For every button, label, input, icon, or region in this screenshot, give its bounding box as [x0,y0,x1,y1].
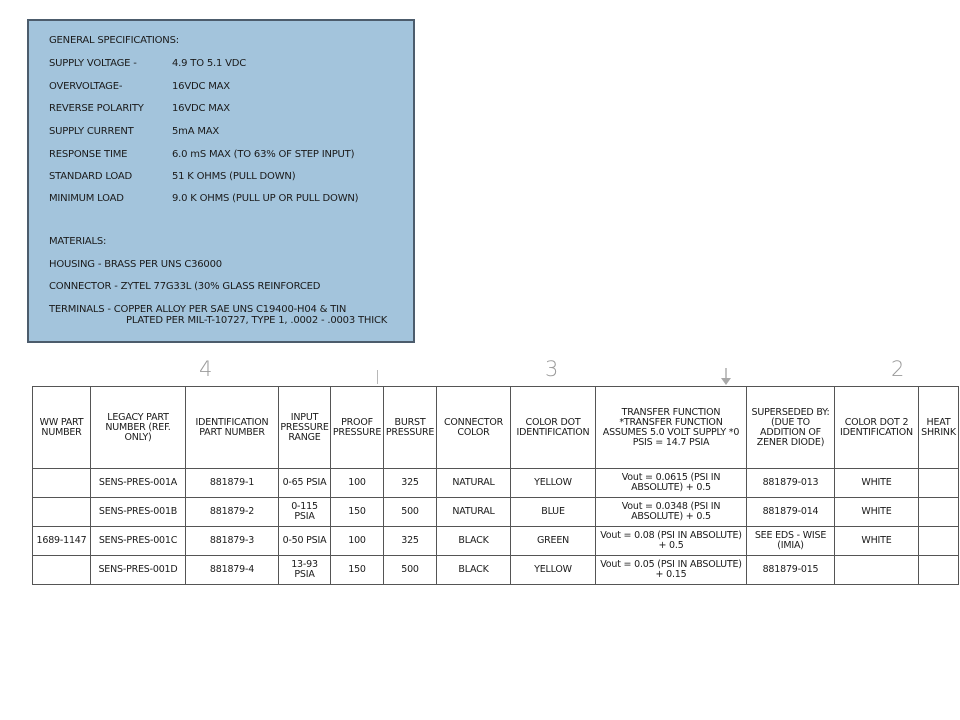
header-color-dot-2-identification: COLOR DOT 2 IDENTIFICATION [835,387,919,469]
table-cell: SENS-PRES-001C [91,527,186,556]
table-cell: WHITE [835,469,919,498]
table-cell [919,498,959,527]
spec-label: OVERVOLTAGE- [49,81,123,92]
zone-marker-4: 4 [199,357,213,381]
zone-marker-2: 2 [891,357,905,381]
table-cell: Vout = 0.05 (PSI IN ABSOLUTE) + 0.15 [596,556,747,585]
table-cell: 100 [331,469,384,498]
table-cell: 500 [384,556,437,585]
header-transfer-function: TRANSFER FUNCTION *TRANSFER FUNCTION ASSUMES 5.0 VOLT SUPPLY *0 PSIS = 14.7 PSIA [596,387,747,469]
table-cell: 500 [384,498,437,527]
table-cell: YELLOW [511,469,596,498]
table-cell: 881879-2 [186,498,279,527]
table-cell: 100 [331,527,384,556]
table-cell: NATURAL [437,469,511,498]
spec-value: 16VDC MAX [172,81,230,92]
part-number-table [32,386,959,585]
table-cell [919,556,959,585]
table-cell: 881879-1 [186,469,279,498]
table-cell [919,469,959,498]
table-cell: WHITE [835,498,919,527]
header-color-dot-identification: COLOR DOT IDENTIFICATION [511,387,596,469]
table-cell: WHITE [835,527,919,556]
header-legacy-part-number: LEGACY PART NUMBER (REF. ONLY) [91,387,186,469]
table-cell: BLACK [437,527,511,556]
table-cell: GREEN [511,527,596,556]
table-cell: 881879-014 [747,498,835,527]
table-cell: BLUE [511,498,596,527]
header-superseded-by: SUPERSEDED BY: (DUE TO ADDITION OF ZENER DIODE) [747,387,835,469]
table-cell: SENS-PRES-001A [91,469,186,498]
materials-heading: MATERIALS: [49,236,107,247]
table-cell: 325 [384,527,437,556]
header-connector-color: CONNECTOR COLOR [437,387,511,469]
spec-value: 6.0 mS MAX (TO 63% OF STEP INPUT) [172,149,355,160]
spec-label: RESPONSE TIME [49,149,128,160]
spec-label: STANDARD LOAD [49,171,133,182]
table-cell [33,556,91,585]
table-cell: 0-50 PSIA [279,527,331,556]
material-connector: CONNECTOR - ZYTEL 77G33L (30% GLASS REINFORCED [49,281,321,292]
table-cell [33,498,91,527]
table-cell: 881879-015 [747,556,835,585]
table-row [33,556,959,585]
material-terminals: TERMINALS - COPPER ALLOY PER SAE UNS C19400-H04 & TIN [49,304,347,315]
header-heat-shrink: HEAT SHRINK [919,387,959,469]
table-row [33,527,959,556]
table-cell: 0-115 PSIA [279,498,331,527]
spec-value: 16VDC MAX [172,103,230,114]
spec-value: 51 K OHMS (PULL DOWN) [172,171,296,182]
header-proof-pressure: PROOF PRESSURE [331,387,384,469]
table-cell: 881879-013 [747,469,835,498]
spec-value: 5mA MAX [172,126,220,137]
general-spec-heading: GENERAL SPECIFICATIONS: [49,35,179,46]
header-ww-part-number: WW PART NUMBER [33,387,91,469]
header-input-pressure-range: INPUT PRESSURE RANGE [279,387,331,469]
table-row [33,469,959,498]
table-cell [919,527,959,556]
table-row [33,498,959,527]
table-cell: Vout = 0.0615 (PSI IN ABSOLUTE) + 0.5 [596,469,747,498]
table-cell: SENS-PRES-001D [91,556,186,585]
material-terminals-continued: PLATED PER MIL-T-10727, TYPE 1, .0002 - .0003 THICK [126,315,388,326]
table-cell: Vout = 0.0348 (PSI IN ABSOLUTE) + 0.5 [596,498,747,527]
table-cell: 325 [384,469,437,498]
spec-label: SUPPLY VOLTAGE - [49,58,137,69]
table-cell: 0-65 PSIA [279,469,331,498]
zone-marker-3: 3 [545,357,559,381]
table-cell: 1689-1147 [33,527,91,556]
table-cell [33,469,91,498]
table-cell: Vout = 0.08 (PSI IN ABSOLUTE) + 0.5 [596,527,747,556]
table-cell: SENS-PRES-001B [91,498,186,527]
table-cell: 150 [331,556,384,585]
table-cell: NATURAL [437,498,511,527]
spec-label: SUPPLY CURRENT [49,126,134,137]
spec-label: MINIMUM LOAD [49,193,124,204]
table-cell: 881879-4 [186,556,279,585]
spec-label: REVERSE POLARITY [49,103,144,114]
table-header-row [33,387,959,469]
header-identification-part-number: IDENTIFICATION PART NUMBER [186,387,279,469]
table-cell: 150 [331,498,384,527]
header-burst-pressure: BURST PRESSURE [384,387,437,469]
table-cell: 13-93 PSIA [279,556,331,585]
table-cell: BLACK [437,556,511,585]
table-cell: SEE EDS - WISE (IMIA) [747,527,835,556]
table-cell [835,556,919,585]
table-cell: 881879-3 [186,527,279,556]
material-housing: HOUSING - BRASS PER UNS C36000 [49,259,222,270]
spec-value: 9.0 K OHMS (PULL UP OR PULL DOWN) [172,193,359,204]
table-cell: YELLOW [511,556,596,585]
spec-value: 4.9 TO 5.1 VDC [172,58,247,69]
